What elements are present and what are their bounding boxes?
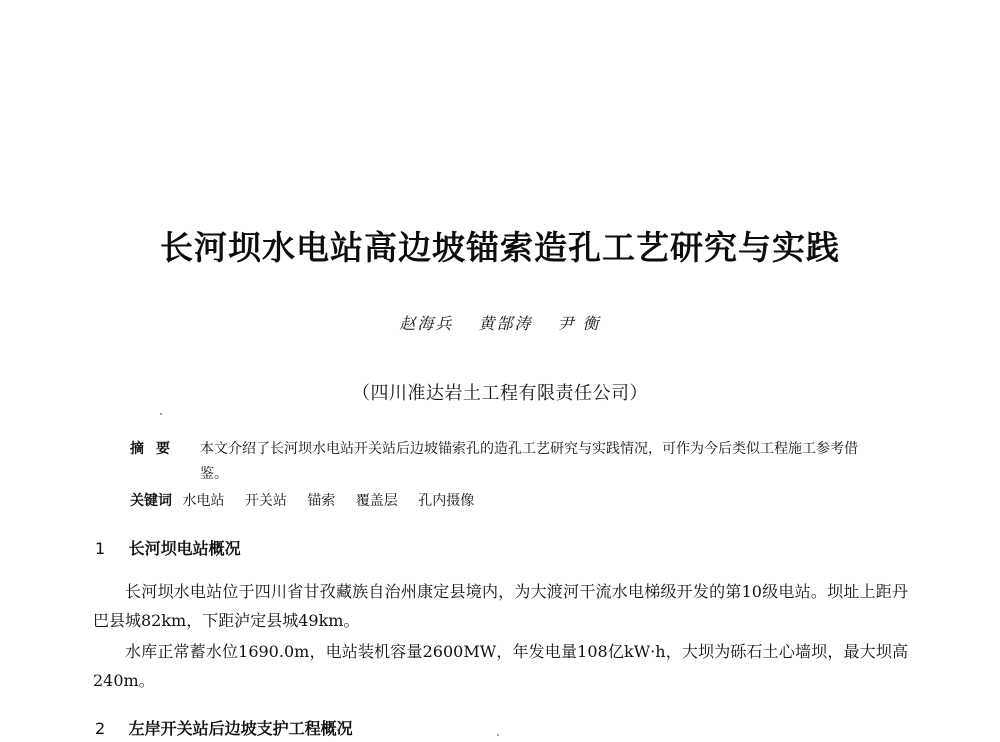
author-list [0,311,1000,334]
keyword: 水电站 [182,493,225,509]
author-name: 赵海兵 [399,314,454,333]
abstract-text: 本文介绍了长河坝水电站开关站后边坡锚索孔的造孔工艺研究与实践情况，可作为今后类似工程施工参考借鉴。 [200,441,858,482]
keyword: 孔内摄像 [418,493,475,509]
author-name: 尹 衡 [557,314,601,333]
keyword: 覆盖层 [355,493,398,509]
paper-title: 长河坝水电站高边坡锚索造孔工艺研究与实践 [160,228,840,267]
abstract-label: 摘要 [130,441,182,457]
section-number: 1 [95,539,106,558]
scan-speck [160,413,162,415]
section-title: 左岸开关站后边坡支护工程概况 [128,719,353,738]
keyword: 锚索 [307,493,336,509]
section-title: 长河坝电站概况 [128,539,241,558]
affiliation: （四川准达岩土工程有限责任公司） [352,383,648,404]
keyword: 开关站 [244,493,287,509]
keywords-block [130,489,490,514]
section-heading [95,536,241,559]
body-paragraph: 长河坝水电站位于四川省甘孜藏族自治州康定县境内，为大渡河干流水电梯级开发的第10级电站。坝址上距丹巴县城82km，下距泸定县城49km。 [93,582,908,630]
section-number: 2 [95,719,106,738]
keywords-label: 关键词 [130,493,172,509]
section-heading [95,716,353,739]
author-name: 黄郜涛 [478,314,533,333]
abstract-block [130,437,870,487]
body-paragraph: 水库正常蓄水位1690.0m，电站装机容量2600MW，年发电量108亿kW·h，大坝为砾石土心墙坝，最大坝高240m。 [93,642,908,690]
scan-speck [497,734,499,736]
